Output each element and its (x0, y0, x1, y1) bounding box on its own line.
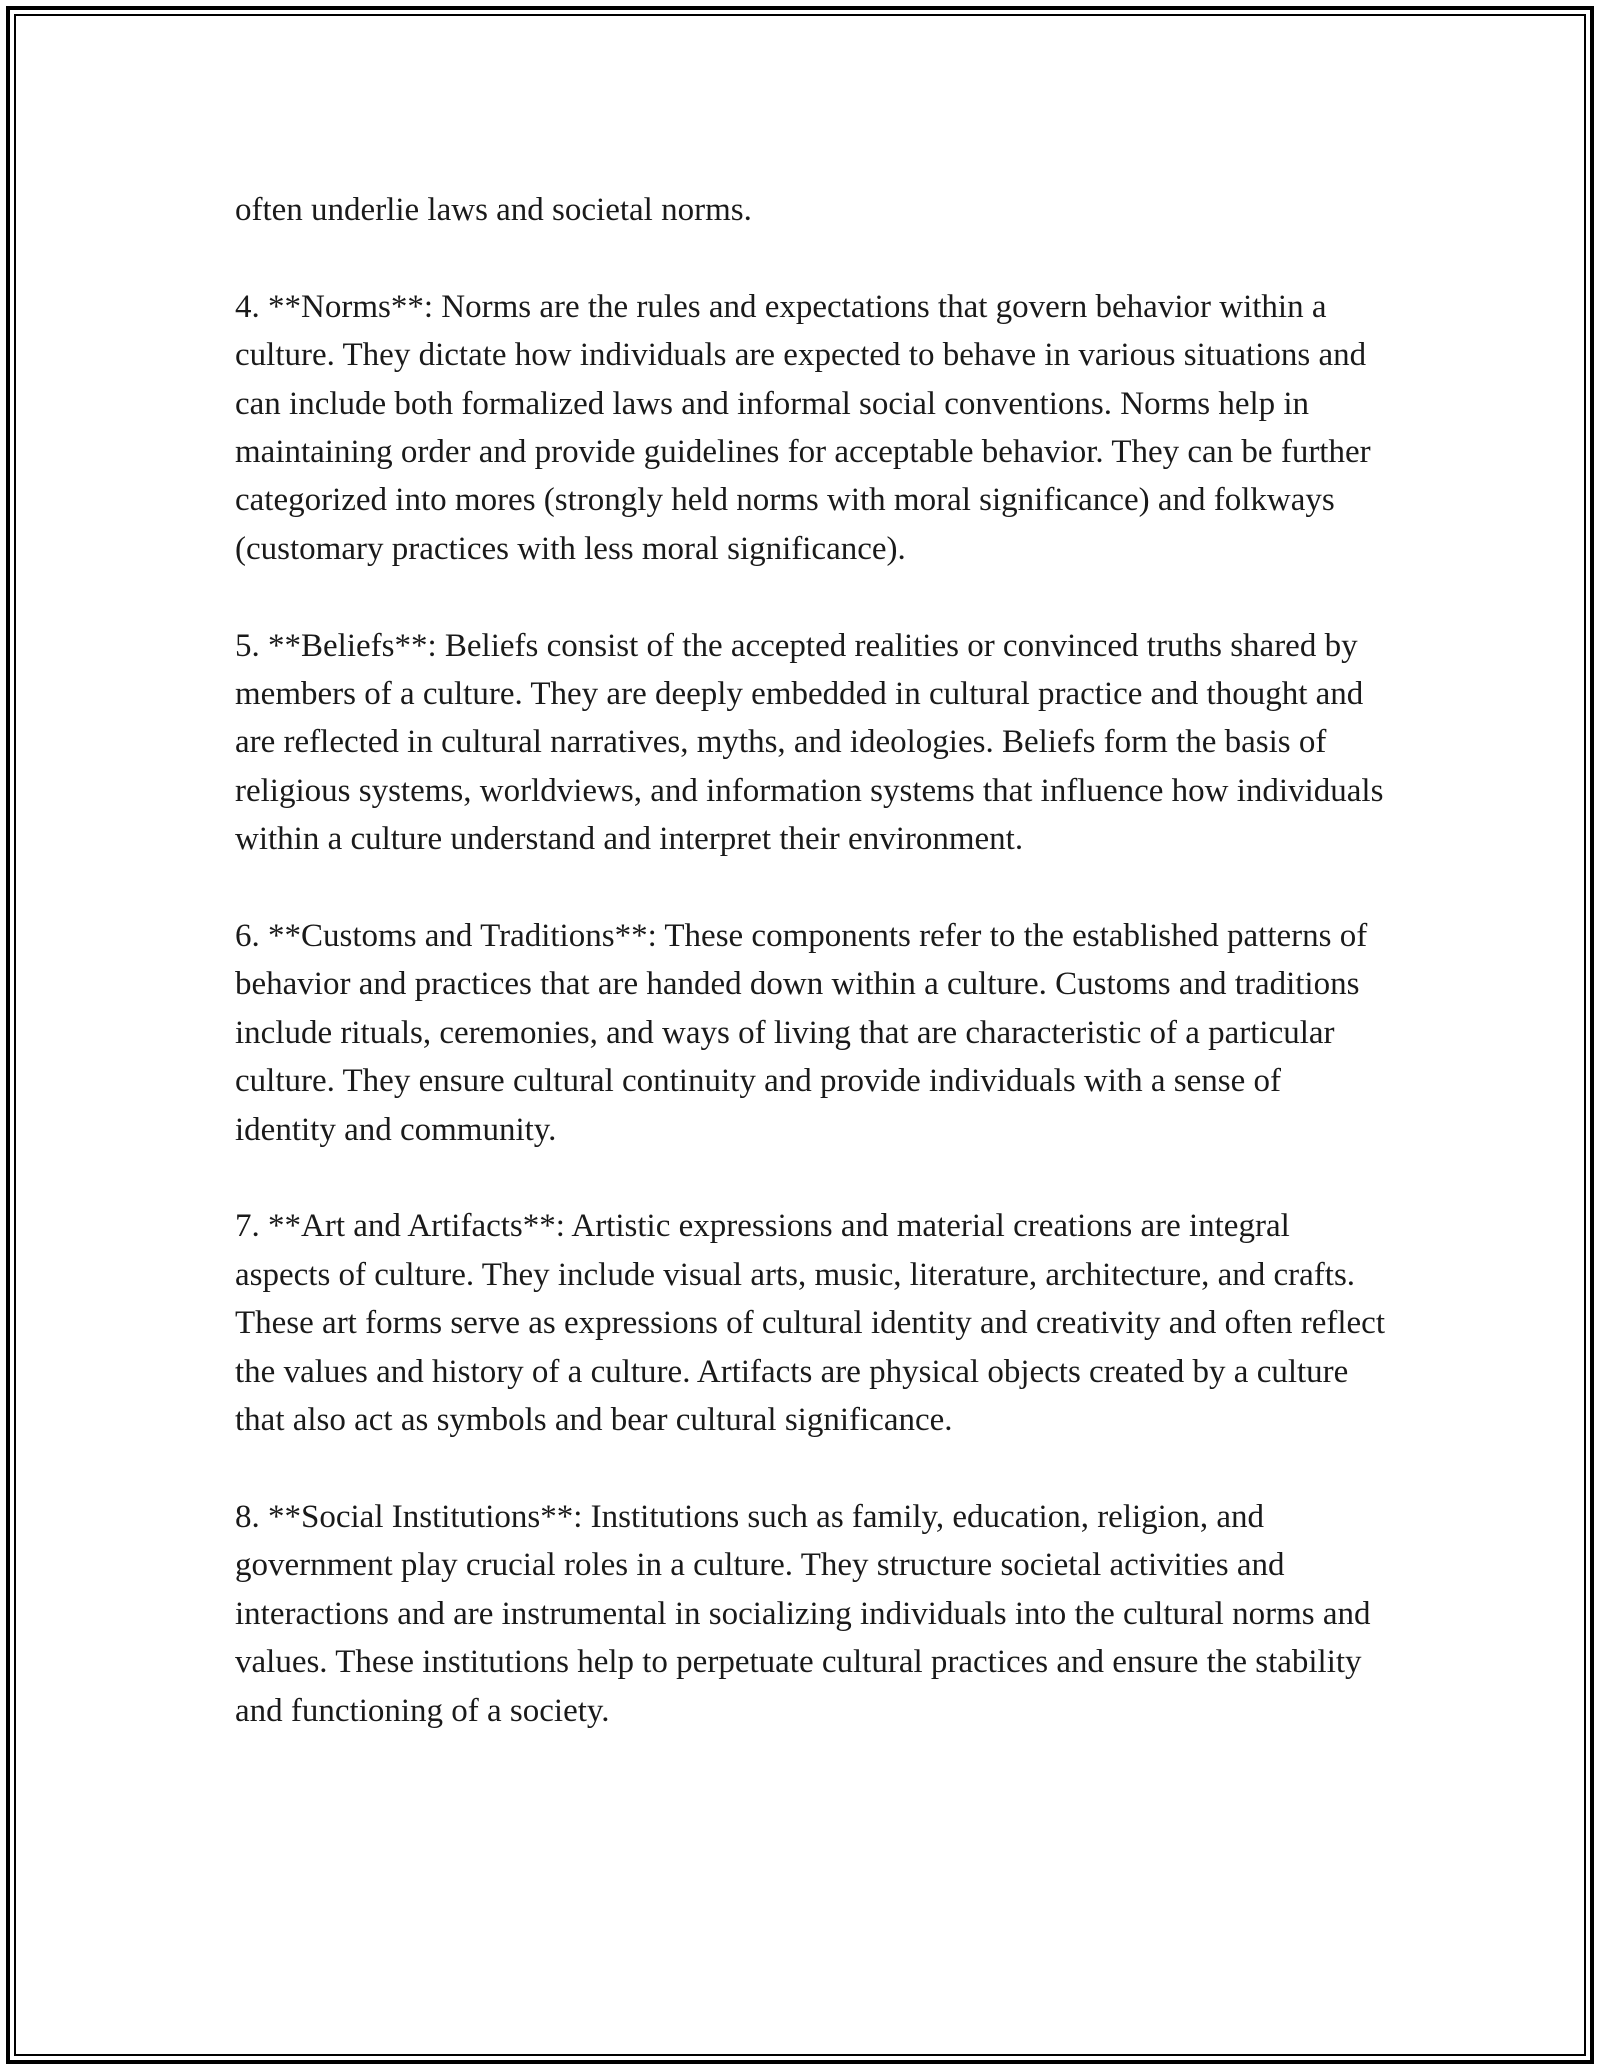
paragraph-social-institutions: 8. **Social Institutions**: Institutions such as family, education, religion, and government play crucial roles in a culture. They structure societal activities and interactions and are instrumental in socializing individuals into the cultural norms and values. These institutions help to perpetuate cultural practices and ensure the stability and functioning of a society. (235, 1498, 1371, 1729)
paragraph-norms: 4. **Norms**: Norms are the rules and expectations that govern behavior within a culture. They dictate how individuals are expected to behave in various situations and can include both formalized laws and informal social conventions. Norms help in maintaining order and provide guidelines for acceptable behavior. They can be further categorized into mores (strongly held norms with moral significance) and folkways (customary practices with less moral significance). (235, 288, 1371, 567)
document-body (235, 186, 1385, 1783)
paragraph-customs-traditions: 6. **Customs and Traditions**: These components refer to the established patterns of behavior and practices that are handed down within a culture. Customs and traditions include rituals, ceremonies, and ways of living that are characteristic of a particular culture. They ensure cultural continuity and provide individuals with a sense of identity and community. (235, 918, 1368, 1148)
paragraph-art-artifacts: 7. **Art and Artifacts**: Artistic expressions and material creations are integral aspects of culture. They include visual arts, music, literature, architecture, and crafts. These art forms serve as expressions of cultural identity and creativity and often reflect the values and history of a culture. Artifacts are physical objects created by a culture that also act as symbols and bear cultural significance. (235, 1208, 1385, 1439)
paragraph-beliefs: 5. **Beliefs**: Beliefs consist of the accepted realities or convinced truths shared by members of a culture. They are deeply embedded in cultural practice and thought and are reflected in cultural narratives, myths, and ideologies. Beliefs form the basis of religious systems, worldviews, and information systems that influence how individuals within a culture understand and interpret their environment. (235, 627, 1384, 858)
paragraph-continuation: often underlie laws and societal norms. (235, 192, 752, 228)
